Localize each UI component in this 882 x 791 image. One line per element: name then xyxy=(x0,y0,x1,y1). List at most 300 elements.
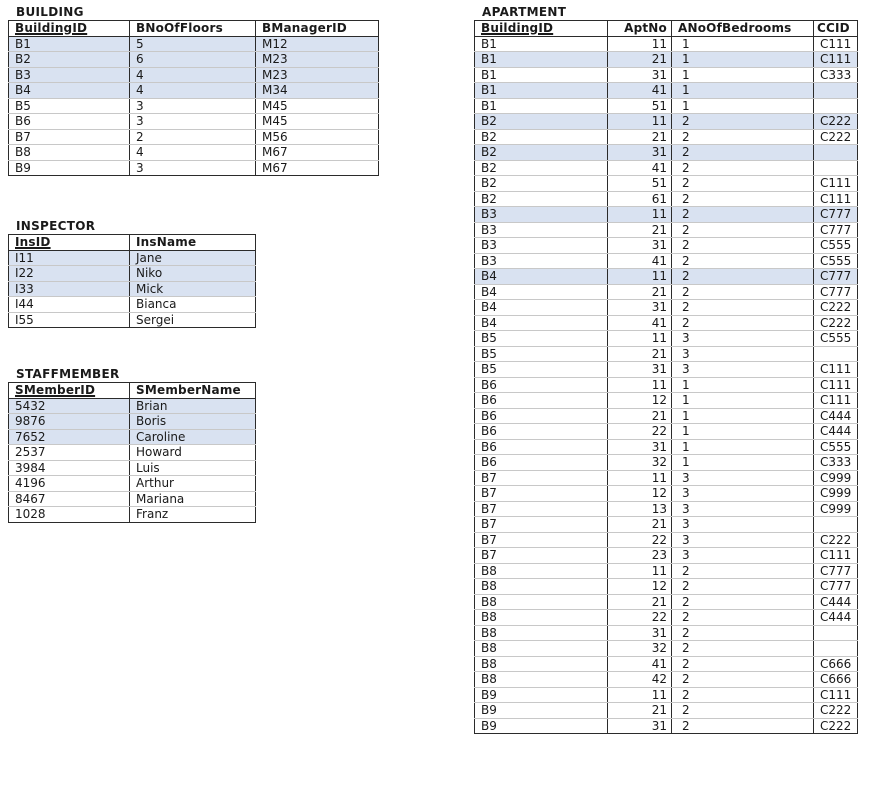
staffmember-cell-smember-id: 2537 xyxy=(9,445,130,461)
apartment-cell-apt-no: 21 xyxy=(608,594,672,610)
inspector-header-row xyxy=(9,235,256,251)
col-building-id: BuildingID xyxy=(9,21,130,37)
apartment-cell-ccid: C222 xyxy=(814,703,858,719)
apartment-row xyxy=(475,67,858,83)
apartment-cell-ccid: C555 xyxy=(814,238,858,254)
inspector-row xyxy=(9,250,256,266)
apartment-cell-apt-no: 42 xyxy=(608,672,672,688)
inspector-cell-ins-id: I55 xyxy=(9,312,130,328)
apartment-cell-bedrooms: 2 xyxy=(672,269,814,285)
apartment-row xyxy=(475,377,858,393)
col-bno-of-floors: BNoOfFloors xyxy=(130,21,256,37)
building-cell-manager-id: M23 xyxy=(256,67,379,83)
apartment-cell-ccid: C111 xyxy=(814,362,858,378)
staffmember-row xyxy=(9,460,256,476)
apartment-cell-apt-no: 11 xyxy=(608,331,672,347)
building-cell-building-id: B4 xyxy=(9,83,130,99)
apartment-cell-apt-no: 13 xyxy=(608,501,672,517)
apartment-row xyxy=(475,393,858,409)
apartment-cell-ccid: C222 xyxy=(814,129,858,145)
apartment-cell-apt-no: 22 xyxy=(608,610,672,626)
apartment-cell-apt-no: 11 xyxy=(608,563,672,579)
apartment-cell-building-id: B6 xyxy=(475,455,608,471)
building-cell-building-id: B7 xyxy=(9,129,130,145)
apartment-cell-bedrooms: 2 xyxy=(672,579,814,595)
building-row xyxy=(9,160,379,176)
inspector-cell-ins-name: Sergei xyxy=(130,312,256,328)
apartment-cell-ccid: C777 xyxy=(814,563,858,579)
apartment-cell-apt-no: 11 xyxy=(608,207,672,223)
apartment-cell-ccid: C222 xyxy=(814,718,858,734)
building-cell-floors: 4 xyxy=(130,67,256,83)
building-cell-manager-id: M12 xyxy=(256,36,379,52)
apartment-cell-bedrooms: 2 xyxy=(672,129,814,145)
apartment-cell-bedrooms: 3 xyxy=(672,501,814,517)
apartment-row xyxy=(475,207,858,223)
apartment-cell-bedrooms: 3 xyxy=(672,331,814,347)
apartment-cell-building-id: B5 xyxy=(475,331,608,347)
apartment-cell-ccid: C111 xyxy=(814,191,858,207)
apartment-cell-building-id: B6 xyxy=(475,424,608,440)
apartment-cell-apt-no: 31 xyxy=(608,362,672,378)
apartment-cell-ccid: C222 xyxy=(814,315,858,331)
apartment-cell-apt-no: 11 xyxy=(608,377,672,393)
apartment-cell-apt-no: 51 xyxy=(608,98,672,114)
staffmember-row xyxy=(9,398,256,414)
apartment-cell-building-id: B7 xyxy=(475,532,608,548)
apartment-row xyxy=(475,656,858,672)
staffmember-row xyxy=(9,476,256,492)
apartment-cell-apt-no: 31 xyxy=(608,67,672,83)
apartment-cell-ccid: C777 xyxy=(814,222,858,238)
apartment-cell-ccid: C222 xyxy=(814,532,858,548)
building-cell-building-id: B9 xyxy=(9,160,130,176)
apartment-cell-apt-no: 31 xyxy=(608,718,672,734)
apartment-cell-bedrooms: 1 xyxy=(672,377,814,393)
apartment-cell-building-id: B7 xyxy=(475,486,608,502)
apartment-cell-bedrooms: 1 xyxy=(672,393,814,409)
building-header-row xyxy=(9,21,379,37)
col-ano-of-bedrooms: ANoOfBedrooms xyxy=(672,21,814,37)
apartment-cell-ccid: C555 xyxy=(814,331,858,347)
building-title: BUILDING xyxy=(16,5,84,19)
apartment-cell-apt-no: 61 xyxy=(608,191,672,207)
apartment-cell-apt-no: 41 xyxy=(608,315,672,331)
col-ins-name: InsName xyxy=(130,235,256,251)
apartment-cell-building-id: B8 xyxy=(475,672,608,688)
apartment-row xyxy=(475,687,858,703)
apartment-cell-building-id: B3 xyxy=(475,207,608,223)
apartment-cell-building-id: B7 xyxy=(475,501,608,517)
apartment-row xyxy=(475,160,858,176)
apartment-cell-building-id: B4 xyxy=(475,269,608,285)
building-cell-floors: 5 xyxy=(130,36,256,52)
apartment-cell-apt-no: 11 xyxy=(608,36,672,52)
staffmember-row xyxy=(9,414,256,430)
apartment-cell-bedrooms: 2 xyxy=(672,687,814,703)
building-row xyxy=(9,145,379,161)
apartment-row xyxy=(475,222,858,238)
apartment-cell-apt-no: 23 xyxy=(608,548,672,564)
apartment-cell-bedrooms: 2 xyxy=(672,191,814,207)
building-cell-floors: 3 xyxy=(130,160,256,176)
apartment-cell-bedrooms: 2 xyxy=(672,114,814,130)
apartment-cell-ccid xyxy=(814,641,858,657)
apartment-header-row xyxy=(475,21,858,37)
apartment-row xyxy=(475,83,858,99)
inspector-cell-ins-id: I22 xyxy=(9,266,130,282)
apartment-cell-apt-no: 31 xyxy=(608,625,672,641)
apartment-cell-ccid: C555 xyxy=(814,439,858,455)
apartment-cell-bedrooms: 3 xyxy=(672,470,814,486)
apartment-cell-apt-no: 41 xyxy=(608,253,672,269)
apartment-cell-building-id: B9 xyxy=(475,718,608,734)
apartment-cell-bedrooms: 3 xyxy=(672,517,814,533)
apartment-row xyxy=(475,579,858,595)
apartment-cell-ccid: C999 xyxy=(814,501,858,517)
building-row xyxy=(9,67,379,83)
apartment-row xyxy=(475,501,858,517)
apartment-cell-ccid: C111 xyxy=(814,377,858,393)
staffmember-cell-smember-name: Mariana xyxy=(130,491,256,507)
inspector-cell-ins-id: I11 xyxy=(9,250,130,266)
building-cell-building-id: B5 xyxy=(9,98,130,114)
apartment-cell-building-id: B8 xyxy=(475,563,608,579)
apartment-cell-bedrooms: 1 xyxy=(672,83,814,99)
staffmember-cell-smember-name: Luis xyxy=(130,460,256,476)
col-apt-building-id: BuildingID xyxy=(475,21,608,37)
apartment-cell-ccid xyxy=(814,160,858,176)
apartment-cell-building-id: B6 xyxy=(475,439,608,455)
apartment-cell-apt-no: 21 xyxy=(608,346,672,362)
staffmember-cell-smember-id: 1028 xyxy=(9,507,130,523)
apartment-cell-apt-no: 11 xyxy=(608,470,672,486)
building-cell-building-id: B6 xyxy=(9,114,130,130)
apartment-row xyxy=(475,610,858,626)
apartment-cell-apt-no: 41 xyxy=(608,656,672,672)
apartment-row xyxy=(475,625,858,641)
apartment-cell-bedrooms: 2 xyxy=(672,284,814,300)
building-row xyxy=(9,98,379,114)
apartment-cell-ccid: C111 xyxy=(814,52,858,68)
apartment-cell-building-id: B7 xyxy=(475,517,608,533)
apartment-row xyxy=(475,718,858,734)
apartment-cell-building-id: B4 xyxy=(475,300,608,316)
building-cell-floors: 3 xyxy=(130,114,256,130)
apartment-row xyxy=(475,408,858,424)
apartment-row xyxy=(475,532,858,548)
building-cell-building-id: B3 xyxy=(9,67,130,83)
staffmember-cell-smember-id: 8467 xyxy=(9,491,130,507)
apartment-cell-ccid: C111 xyxy=(814,548,858,564)
apartment-cell-bedrooms: 2 xyxy=(672,207,814,223)
apartment-cell-bedrooms: 2 xyxy=(672,160,814,176)
apartment-cell-bedrooms: 1 xyxy=(672,67,814,83)
apartment-relation xyxy=(474,5,858,734)
apartment-cell-building-id: B3 xyxy=(475,238,608,254)
staffmember-cell-smember-id: 3984 xyxy=(9,460,130,476)
apartment-cell-apt-no: 21 xyxy=(608,703,672,719)
apartment-cell-apt-no: 21 xyxy=(608,52,672,68)
apartment-cell-bedrooms: 2 xyxy=(672,656,814,672)
apartment-cell-ccid: C444 xyxy=(814,424,858,440)
apartment-row xyxy=(475,284,858,300)
apartment-cell-bedrooms: 1 xyxy=(672,408,814,424)
apartment-cell-ccid: C444 xyxy=(814,610,858,626)
building-relation xyxy=(8,5,379,176)
apartment-cell-building-id: B9 xyxy=(475,703,608,719)
col-smember-id: SMemberID xyxy=(9,383,130,399)
apartment-table xyxy=(474,20,858,734)
apartment-cell-apt-no: 12 xyxy=(608,579,672,595)
apartment-cell-bedrooms: 1 xyxy=(672,52,814,68)
apartment-cell-bedrooms: 3 xyxy=(672,532,814,548)
building-row xyxy=(9,129,379,145)
staffmember-cell-smember-id: 4196 xyxy=(9,476,130,492)
apartment-cell-ccid: C333 xyxy=(814,455,858,471)
apartment-cell-building-id: B8 xyxy=(475,625,608,641)
apartment-row xyxy=(475,548,858,564)
apartment-cell-ccid: C666 xyxy=(814,656,858,672)
apartment-cell-ccid xyxy=(814,517,858,533)
apartment-cell-building-id: B2 xyxy=(475,129,608,145)
apartment-cell-building-id: B2 xyxy=(475,160,608,176)
apartment-cell-apt-no: 32 xyxy=(608,455,672,471)
apartment-cell-building-id: B2 xyxy=(475,114,608,130)
apartment-row xyxy=(475,439,858,455)
building-table xyxy=(8,20,379,176)
apartment-row xyxy=(475,300,858,316)
apartment-cell-ccid: C222 xyxy=(814,300,858,316)
apartment-cell-building-id: B5 xyxy=(475,362,608,378)
apartment-cell-building-id: B7 xyxy=(475,548,608,564)
apartment-cell-apt-no: 51 xyxy=(608,176,672,192)
apartment-cell-apt-no: 12 xyxy=(608,393,672,409)
apartment-cell-bedrooms: 2 xyxy=(672,610,814,626)
apartment-cell-bedrooms: 2 xyxy=(672,145,814,161)
apartment-cell-apt-no: 41 xyxy=(608,160,672,176)
staffmember-cell-smember-id: 7652 xyxy=(9,429,130,445)
apartment-row xyxy=(475,238,858,254)
staffmember-cell-smember-name: Arthur xyxy=(130,476,256,492)
inspector-cell-ins-id: I44 xyxy=(9,297,130,313)
apartment-cell-building-id: B2 xyxy=(475,191,608,207)
apartment-cell-ccid: C222 xyxy=(814,114,858,130)
apartment-row xyxy=(475,269,858,285)
apartment-row xyxy=(475,517,858,533)
staffmember-row xyxy=(9,507,256,523)
building-cell-floors: 3 xyxy=(130,98,256,114)
building-cell-floors: 6 xyxy=(130,52,256,68)
apartment-cell-ccid: C444 xyxy=(814,594,858,610)
apartment-cell-building-id: B8 xyxy=(475,656,608,672)
apartment-cell-apt-no: 21 xyxy=(608,222,672,238)
apartment-cell-ccid: C111 xyxy=(814,393,858,409)
apartment-row xyxy=(475,641,858,657)
apartment-cell-bedrooms: 2 xyxy=(672,718,814,734)
staffmember-cell-smember-name: Franz xyxy=(130,507,256,523)
building-cell-floors: 2 xyxy=(130,129,256,145)
apartment-cell-ccid xyxy=(814,145,858,161)
apartment-cell-building-id: B8 xyxy=(475,641,608,657)
apartment-title: APARTMENT xyxy=(482,5,567,19)
col-ccid: CCID xyxy=(814,21,858,37)
apartment-row xyxy=(475,52,858,68)
building-cell-building-id: B8 xyxy=(9,145,130,161)
staffmember-cell-smember-name: Brian xyxy=(130,398,256,414)
apartment-cell-building-id: B1 xyxy=(475,98,608,114)
apartment-row xyxy=(475,129,858,145)
apartment-cell-bedrooms: 2 xyxy=(672,641,814,657)
apartment-cell-apt-no: 31 xyxy=(608,238,672,254)
apartment-row xyxy=(475,486,858,502)
apartment-cell-building-id: B3 xyxy=(475,253,608,269)
apartment-row xyxy=(475,315,858,331)
staffmember-row xyxy=(9,429,256,445)
apartment-cell-ccid: C777 xyxy=(814,207,858,223)
building-row xyxy=(9,83,379,99)
apartment-cell-bedrooms: 2 xyxy=(672,176,814,192)
col-apt-no: AptNo xyxy=(608,21,672,37)
apartment-row xyxy=(475,362,858,378)
apartment-cell-apt-no: 11 xyxy=(608,269,672,285)
building-cell-building-id: B1 xyxy=(9,36,130,52)
apartment-cell-building-id: B2 xyxy=(475,145,608,161)
apartment-row xyxy=(475,145,858,161)
inspector-row xyxy=(9,297,256,313)
building-cell-manager-id: M67 xyxy=(256,145,379,161)
staffmember-row xyxy=(9,491,256,507)
staffmember-title: STAFFMEMBER xyxy=(16,367,120,381)
apartment-cell-building-id: B5 xyxy=(475,346,608,362)
apartment-row xyxy=(475,253,858,269)
apartment-row xyxy=(475,703,858,719)
apartment-cell-building-id: B4 xyxy=(475,284,608,300)
apartment-row xyxy=(475,594,858,610)
apartment-cell-ccid xyxy=(814,346,858,362)
staffmember-cell-smember-name: Boris xyxy=(130,414,256,430)
inspector-cell-ins-name: Bianca xyxy=(130,297,256,313)
apartment-cell-ccid: C333 xyxy=(814,67,858,83)
apartment-cell-bedrooms: 2 xyxy=(672,594,814,610)
apartment-cell-apt-no: 41 xyxy=(608,83,672,99)
apartment-cell-ccid: C555 xyxy=(814,253,858,269)
apartment-cell-building-id: B2 xyxy=(475,176,608,192)
inspector-row xyxy=(9,266,256,282)
apartment-cell-bedrooms: 1 xyxy=(672,98,814,114)
apartment-cell-building-id: B1 xyxy=(475,83,608,99)
building-cell-manager-id: M23 xyxy=(256,52,379,68)
staffmember-cell-smember-name: Howard xyxy=(130,445,256,461)
apartment-cell-ccid: C999 xyxy=(814,470,858,486)
apartment-row xyxy=(475,331,858,347)
staffmember-header-row xyxy=(9,383,256,399)
apartment-cell-apt-no: 22 xyxy=(608,424,672,440)
building-row xyxy=(9,114,379,130)
apartment-cell-bedrooms: 1 xyxy=(672,439,814,455)
apartment-cell-apt-no: 32 xyxy=(608,641,672,657)
apartment-cell-ccid: C666 xyxy=(814,672,858,688)
apartment-cell-bedrooms: 3 xyxy=(672,548,814,564)
staffmember-cell-smember-id: 9876 xyxy=(9,414,130,430)
building-cell-building-id: B2 xyxy=(9,52,130,68)
apartment-row xyxy=(475,36,858,52)
apartment-row xyxy=(475,346,858,362)
staffmember-row xyxy=(9,445,256,461)
apartment-row xyxy=(475,455,858,471)
apartment-cell-building-id: B4 xyxy=(475,315,608,331)
apartment-cell-ccid: C111 xyxy=(814,687,858,703)
staffmember-relation xyxy=(8,367,256,523)
inspector-relation xyxy=(8,219,256,328)
apartment-cell-bedrooms: 2 xyxy=(672,703,814,719)
inspector-table xyxy=(8,234,256,328)
apartment-row xyxy=(475,191,858,207)
apartment-cell-apt-no: 21 xyxy=(608,284,672,300)
apartment-row xyxy=(475,114,858,130)
col-ins-id: InsID xyxy=(9,235,130,251)
apartment-cell-building-id: B1 xyxy=(475,36,608,52)
apartment-cell-apt-no: 21 xyxy=(608,129,672,145)
apartment-cell-bedrooms: 2 xyxy=(672,300,814,316)
building-cell-manager-id: M45 xyxy=(256,98,379,114)
apartment-cell-apt-no: 12 xyxy=(608,486,672,502)
staffmember-table xyxy=(8,382,256,523)
inspector-title: INSPECTOR xyxy=(16,219,96,233)
col-bmanager-id: BManagerID xyxy=(256,21,379,37)
staffmember-cell-smember-name: Caroline xyxy=(130,429,256,445)
apartment-cell-ccid: C777 xyxy=(814,284,858,300)
building-cell-manager-id: M67 xyxy=(256,160,379,176)
apartment-cell-building-id: B1 xyxy=(475,52,608,68)
apartment-cell-ccid xyxy=(814,83,858,99)
apartment-cell-apt-no: 11 xyxy=(608,114,672,130)
apartment-cell-bedrooms: 2 xyxy=(672,238,814,254)
apartment-cell-ccid: C444 xyxy=(814,408,858,424)
building-cell-manager-id: M34 xyxy=(256,83,379,99)
apartment-cell-apt-no: 11 xyxy=(608,687,672,703)
inspector-row xyxy=(9,312,256,328)
inspector-cell-ins-name: Jane xyxy=(130,250,256,266)
inspector-cell-ins-id: I33 xyxy=(9,281,130,297)
apartment-cell-building-id: B3 xyxy=(475,222,608,238)
apartment-row xyxy=(475,672,858,688)
inspector-cell-ins-name: Mick xyxy=(130,281,256,297)
building-cell-manager-id: M45 xyxy=(256,114,379,130)
apartment-cell-bedrooms: 2 xyxy=(672,222,814,238)
col-smember-name: SMemberName xyxy=(130,383,256,399)
apartment-cell-bedrooms: 3 xyxy=(672,346,814,362)
apartment-cell-apt-no: 22 xyxy=(608,532,672,548)
apartment-cell-building-id: B7 xyxy=(475,470,608,486)
apartment-cell-building-id: B6 xyxy=(475,377,608,393)
building-cell-floors: 4 xyxy=(130,83,256,99)
apartment-cell-bedrooms: 2 xyxy=(672,253,814,269)
apartment-cell-apt-no: 21 xyxy=(608,517,672,533)
apartment-cell-bedrooms: 1 xyxy=(672,455,814,471)
apartment-cell-ccid: C777 xyxy=(814,579,858,595)
apartment-cell-bedrooms: 2 xyxy=(672,315,814,331)
apartment-cell-building-id: B6 xyxy=(475,393,608,409)
inspector-cell-ins-name: Niko xyxy=(130,266,256,282)
apartment-row xyxy=(475,98,858,114)
building-cell-manager-id: M56 xyxy=(256,129,379,145)
apartment-cell-building-id: B8 xyxy=(475,594,608,610)
apartment-cell-bedrooms: 2 xyxy=(672,672,814,688)
staffmember-cell-smember-id: 5432 xyxy=(9,398,130,414)
apartment-row xyxy=(475,563,858,579)
apartment-cell-ccid xyxy=(814,98,858,114)
